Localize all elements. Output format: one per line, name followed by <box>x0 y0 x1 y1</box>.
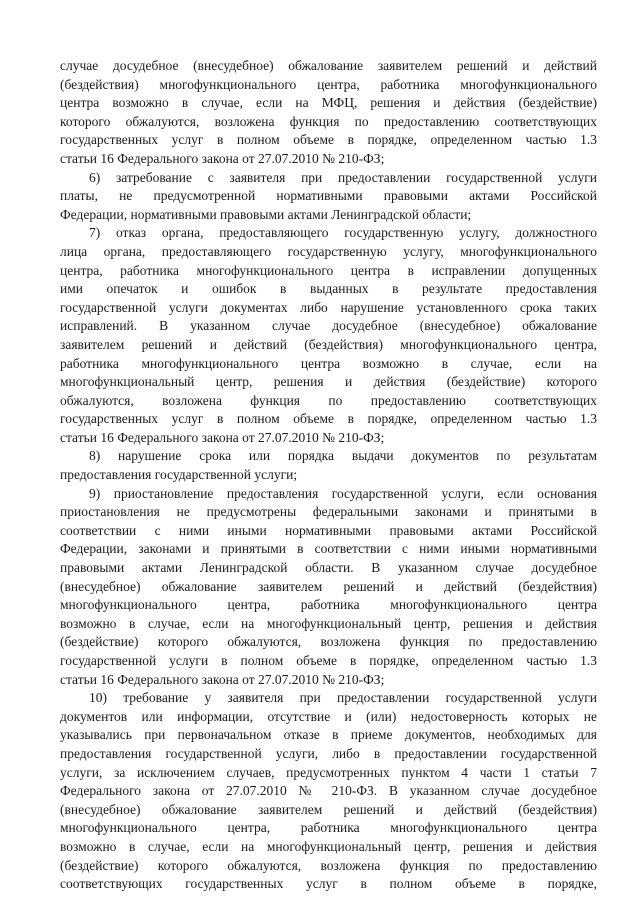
text-line: 9) приостановление предоставления государственной услуги, если основания <box>89 485 597 501</box>
text-line: статьи 16 Федерального закона от 27.07.2010 № 210-ФЗ; <box>60 671 385 687</box>
text-line: центра возможно в случае, если на МФЦ, решения и действия (бездействие) <box>60 95 597 111</box>
text-line: 6) затребование с заявителя при предоставлении государственной услуги <box>89 169 597 185</box>
text-line: случае досудебное (внесудебное) обжалование заявителем решений и действий <box>60 58 597 73</box>
text-line: многофункционального центра, работника многофункционального центра <box>60 597 597 613</box>
text-line: заявителем решений и действий (бездействия) многофункционального центра, <box>60 336 597 352</box>
text-line: предоставления государственной услуги, либо в предоставлении государственной <box>60 745 597 761</box>
paragraph <box>60 169 597 225</box>
text-line: платы, не предусмотренной нормативными правовыми актами Российской <box>60 188 597 204</box>
text-line: правовыми актами Ленинградской области. В указанном случае досудебное <box>60 560 597 576</box>
text-line: государственной услуги документах либо нарушение установленного срока таких <box>60 299 597 315</box>
text-line: исправлений. В указанном случае досудебное (внесудебное) обжалование <box>60 318 597 334</box>
text-line: которого обжалуются, возложена функция по предоставлению соответствующих <box>60 113 597 129</box>
text-line: государственных услуг в полном объеме в порядке, определенном частью 1.3 <box>60 411 597 427</box>
text-line: государственной услуги в полном объеме в порядке, определенном частью 1.3 <box>60 653 597 668</box>
text-line: статьи 16 Федерального закона от 27.07.2010 № 210-ФЗ; <box>60 150 385 166</box>
text-line: Федерации, нормативными правовыми актами Ленинградской области; <box>60 206 472 222</box>
text-line: Федерального закона от 27.07.2010 № 210-ФЗ. В указанном случае досудебное <box>60 783 597 799</box>
text-line: приостановления не предусмотрены федеральными законами и принятыми в <box>60 504 597 520</box>
text-line: (внесудебное) обжалование заявителем решений и действий (бездействия) <box>60 801 597 817</box>
text-line: ими опечаток и ошибок в выданных в результате предоставления <box>60 281 597 297</box>
document-body <box>60 57 597 894</box>
text-line: (бездействие) которого обжалуются, возложена функция по предоставлению <box>60 857 597 873</box>
text-line: многофункциональный центр, решения и действия (бездействие) которого <box>60 374 597 390</box>
document-page <box>60 57 597 894</box>
text-line: обжалуются, возложена функция по предоставлению соответствующих <box>60 392 597 408</box>
text-line: 7) отказ органа, предоставляющего государственную услугу, должностного <box>89 225 597 241</box>
text-line: 8) нарушение срока или порядка выдачи документов по результатам <box>89 448 597 464</box>
text-line: статьи 16 Федерального закона от 27.07.2010 № 210-ФЗ; <box>60 429 385 445</box>
text-line: соответствующих государственных услуг в полном объеме в порядке, <box>60 876 597 892</box>
text-line: возможно в случае, если на многофункциональный центр, решения и действия <box>60 615 597 631</box>
paragraph <box>60 689 597 894</box>
text-line: возможно в случае, если на многофункциональный центр, решения и действия <box>60 838 597 854</box>
text-line: лица органа, предоставляющего государственную услугу, многофункционального <box>60 243 597 259</box>
text-line: указывались при первоначальном отказе в приеме документов, необходимых для <box>60 727 597 743</box>
text-line: государственных услуг в полном объеме в порядке, определенном частью 1.3 <box>60 132 597 148</box>
text-line: предоставления государственной услуги; <box>60 467 298 483</box>
text-line: (бездействия) многофункционального центра, работника многофункционального <box>60 76 597 92</box>
text-line: 10) требование у заявителя при предоставлении государственной услуги <box>89 690 597 706</box>
paragraph <box>60 57 597 169</box>
text-line: многофункционального центра, работника многофункционального центра <box>60 820 597 836</box>
paragraph <box>60 447 597 484</box>
text-line: работника многофункционального центра возможно в случае, если на <box>60 355 597 371</box>
text-line: услуги, за исключением случаев, предусмотренных пунктом 4 части 1 статьи 7 <box>60 764 597 780</box>
text-line: (внесудебное) обжалование заявителем решений и действий (бездействия) <box>60 578 597 594</box>
paragraph <box>60 485 597 690</box>
paragraph <box>60 224 597 447</box>
text-line: документов или информации, отсутствие и (или) недостоверность которых не <box>60 708 597 724</box>
text-line: центра, работника многофункционального центра в исправлении допущенных <box>60 262 597 278</box>
text-line: (бездействие) которого обжалуются, возложена функция по предоставлению <box>60 634 597 650</box>
text-line: Федерации, законами и принятыми в соответствии с ними иными нормативными <box>60 541 597 557</box>
text-line: соответствии с ними иными нормативными правовыми актами Российской <box>60 522 597 538</box>
